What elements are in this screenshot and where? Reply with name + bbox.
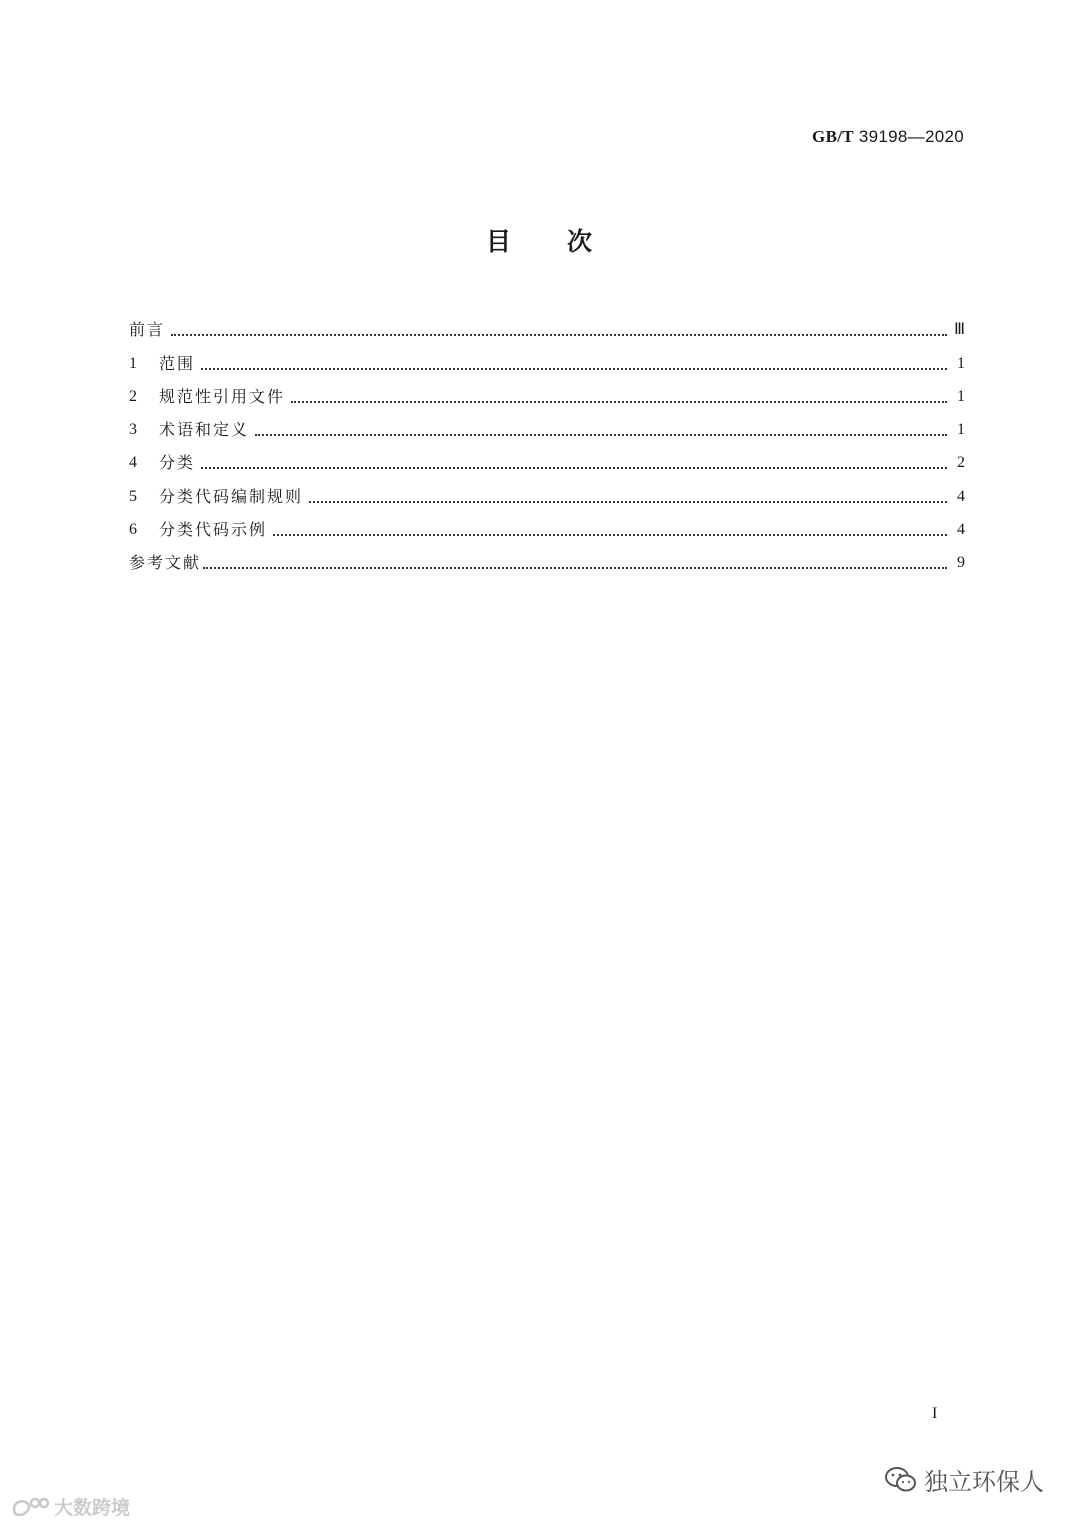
toc-item-label: 分类代码编制规则: [159, 486, 304, 506]
toc-item-code-examples[interactable]: [129, 510, 965, 543]
toc-leader-dots: [273, 534, 947, 536]
toc-item-coding-rules[interactable]: [129, 476, 965, 509]
watermark-weibo: [10, 1493, 130, 1520]
toc-item-label: 前言: [129, 320, 166, 340]
watermark-wechat: [884, 1462, 1044, 1497]
toc-item-terms-definitions[interactable]: [129, 410, 965, 443]
toc-title-char-2: 次: [567, 227, 595, 256]
toc-leader-dots: [203, 567, 947, 569]
toc-item-page: 9: [957, 554, 965, 572]
toc-item-page: 1: [957, 387, 965, 405]
weibo-icon: [10, 1495, 50, 1519]
toc-item-normative-references[interactable]: [129, 377, 965, 410]
toc-item-page: Ⅲ: [953, 321, 965, 339]
page-number: I: [932, 1405, 938, 1422]
toc-item-label: 分类代码示例: [159, 520, 268, 540]
watermark-weibo-text: 大数跨境: [54, 1497, 131, 1519]
toc-item-label: 规范性引用文件: [159, 386, 286, 406]
wechat-icon: [884, 1465, 918, 1495]
toc-item-label: 分类: [159, 453, 196, 473]
standard-prefix: GB/T: [812, 127, 854, 146]
standard-number: [812, 127, 964, 147]
toc-item-label: 术语和定义: [159, 420, 250, 440]
toc-item-foreword[interactable]: [129, 310, 965, 343]
toc-item-page: 1: [957, 421, 965, 439]
toc-item-page: 4: [957, 521, 965, 539]
toc-item-number: 1: [129, 354, 137, 372]
toc-leader-dots: [291, 401, 947, 403]
toc-item-number: 5: [129, 487, 137, 505]
toc-leader-dots: [201, 467, 947, 469]
toc-item-number: 4: [129, 454, 137, 472]
toc-item-scope[interactable]: [129, 343, 965, 376]
toc-leader-dots: [201, 368, 947, 370]
toc-item-number: 6: [129, 521, 137, 539]
toc-leader-dots: [171, 334, 947, 336]
toc-title-char-1: 目: [485, 227, 513, 256]
table-of-contents: [129, 310, 965, 576]
toc-item-page: 4: [957, 487, 965, 505]
toc-item-page: 1: [957, 354, 965, 372]
toc-item-page: 2: [957, 454, 965, 472]
toc-item-bibliography[interactable]: [129, 543, 965, 576]
toc-title: [0, 222, 1080, 258]
toc-item-label: 参考文献: [129, 553, 202, 573]
watermark-wechat-text: 独立环保人: [924, 1468, 1044, 1496]
toc-item-label: 范围: [159, 353, 196, 373]
toc-item-number: 2: [129, 387, 137, 405]
toc-leader-dots: [309, 501, 947, 503]
toc-item-classification[interactable]: [129, 443, 965, 476]
standard-code: 39198—2020: [858, 127, 964, 146]
toc-item-number: 3: [129, 421, 137, 439]
toc-leader-dots: [255, 434, 947, 436]
